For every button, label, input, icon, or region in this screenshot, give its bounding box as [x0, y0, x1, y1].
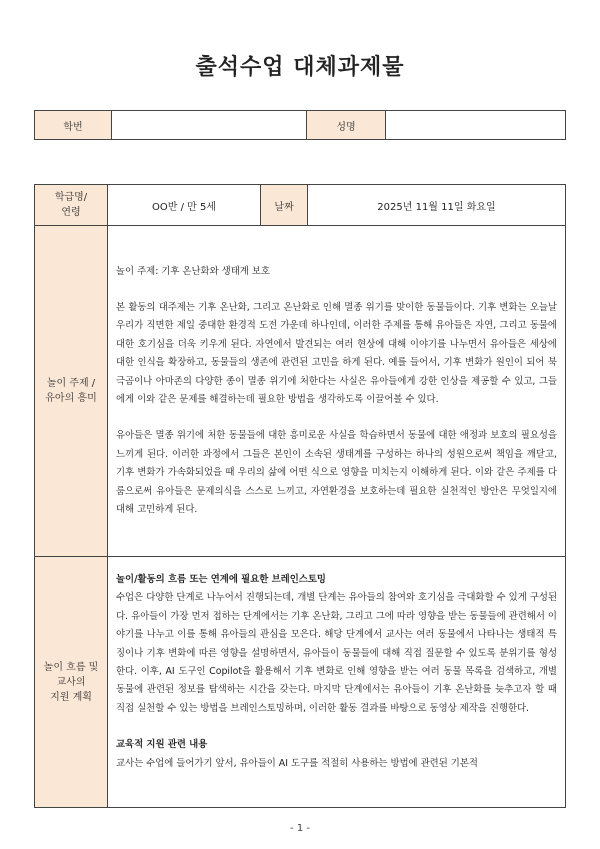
date-label: 날짜: [261, 185, 308, 226]
support-paragraph: 교사는 수업에 들어가기 앞서, 유아들이 AI 도구를 적절히 사용하는 방법에 관련된 기본적: [116, 757, 478, 769]
blank-line: [116, 281, 557, 299]
student-id-field[interactable]: [112, 111, 307, 140]
topic-paragraph-2: 유아들은 멸종 위기에 처한 동물들에 대한 흥미로운 사실을 학습하면서 동물에 대한 애정과 보호의 필요성을 느끼게 된다. 이러한 과정에서 그들은 본인이 소속된 생태계를 구성하는 하나의 성원으로써 책임을 깨닫고, 기후 변화가 가속화되었을 때 우리의 삶에 어떤 식으로 영향을 미치는지 이해하게 된다. 이와 같은 주제를 다룸으로써 유아들은 문제의식을 스스로 느끼고, 자연환경을 보호하는데 필요한 실천적인 방안은 무엇일지에 대해 고민하게 된다.: [116, 430, 557, 516]
student-id-label: 학번: [35, 111, 112, 140]
play-flow-label: [35, 557, 108, 808]
topic-line: 놀이 주제: 기후 온난화와 생태계 보호: [116, 265, 270, 277]
play-flow-label-line1: 놀이 흐름 및: [43, 661, 99, 673]
play-topic-content: [108, 226, 566, 557]
play-topic-label: [35, 226, 108, 557]
play-topic-label-line1: 놀이 주제 /: [46, 378, 96, 389]
play-topic-label-line2: 유아의 흥미: [45, 393, 97, 404]
blank-line: [116, 718, 557, 736]
student-info-table: [34, 110, 566, 140]
class-age-label-line1: 학급명/: [54, 192, 88, 203]
brainstorm-paragraph: 수업은 다양한 단계로 나누어서 진행되는데, 개별 단계는 유아들의 참여와 호기심을 극대화할 수 있게 구성된다. 유아들이 가장 먼저 접하는 단계에서는 기후 온난화, 그리고 그에 따라 영향을 받는 동물들에 관련해서 이야기를 나누고 이를 통해 유아들의 관심을 모은다. 해당 단계에서 교사는 여러 동물에서 나타나는 생태적 특징이나 기후 변화에 따른 영향을 설명하면서, 유아들이 동물들에 대해 직접 질문할 수 있도록 분위기를 형성한다. 이후, AI 도구인 Copilot을 활용해서 기후 변화로 인해 영향을 받는 여러 동물 목록을 검색하고, 개별 동물에 관련된 정보를 탐색하는 시간을 갖는다. 마지막 단계에서는 유아들이 기후 온난화를 늦추고자 할 때 직접 실천할 수 있는 방법을 브레인스토밍하며, 이러한 활동 결과를 바탕으로 동영상 제작을 진행한다.: [116, 592, 557, 714]
class-age-label-line2: 연령: [61, 207, 81, 218]
page-number: - 1 -: [290, 823, 310, 834]
class-age-value: OO반 / 만 5세: [108, 185, 261, 226]
student-name-field[interactable]: [386, 111, 566, 140]
support-heading: 교육적 지원 관련 내용: [116, 739, 208, 751]
document-title: 출석수업 대체과제물: [195, 55, 405, 80]
blank-line: [116, 409, 557, 427]
play-flow-content: [108, 557, 566, 808]
play-flow-label-line3: 지원 계획: [50, 691, 92, 703]
topic-paragraph-1: 본 활동의 대주제는 기후 온난화, 그리고 온난화로 인해 멸종 위기를 맞이한 동물들이다. 기후 변화는 오늘날 우리가 직면한 제일 중대한 환경적 도전 가운데 하나인데, 이러한 주제를 통해 유아들은 자연, 그리고 동물에 대한 호기심을 더욱 키우게 된다. 자연에서 발견되는 여러 현상에 대해 이야기를 나누면서 유아들은 세상에 대한 인식을 확장하고, 동물들의 생존에 관련된 고민을 하게 된다. 예를 들어서, 기후 변화가 원인이 되어 북극곰이나 아마존의 다양한 종이 멸종 위기에 처한다는 사실은 유아들에게 강한 인상을 제공할 수 있고, 그들에게 이와 같은 문제를 해결하는데 필요한 방법을 생각하도록 이끌어볼 수 있다.: [116, 301, 557, 405]
lesson-plan-table: [34, 184, 566, 808]
student-name-label: 성명: [307, 111, 386, 140]
play-flow-label-line2: 교사의: [56, 676, 86, 688]
class-age-label: [35, 185, 108, 226]
date-value: 2025년 11월 11일 화요일: [308, 185, 566, 226]
brainstorm-heading: 놀이/활동의 흐름 또는 연계에 필요한 브레인스토밍: [116, 574, 326, 585]
